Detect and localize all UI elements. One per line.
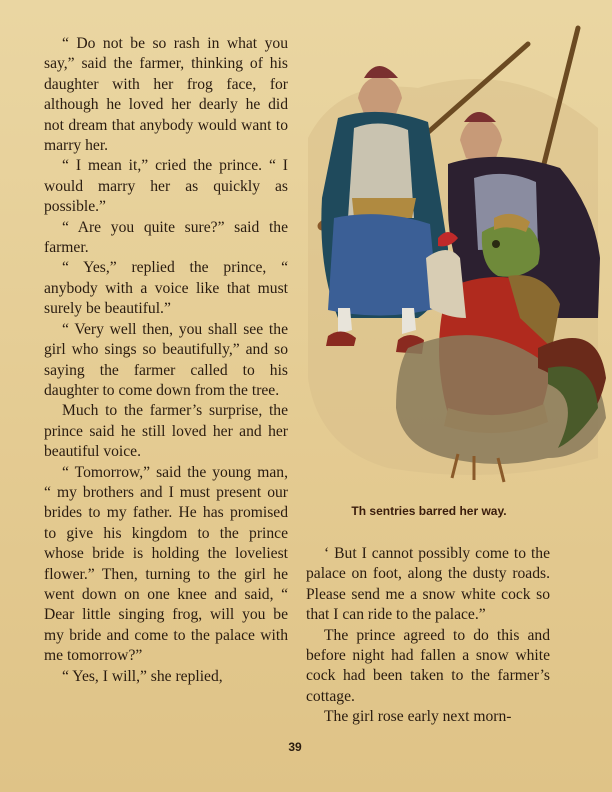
right-text-column [306,544,550,728]
left-text-column [44,34,288,687]
sentries-illustration [298,18,610,486]
paragraph: “ Yes,” replied the prince, “ anybody with a voice like that must surely be beautiful.” [44,259,288,318]
paragraph: “ I mean it,” cried the prince. “ I would marry her as quickly as possible.” [44,157,288,216]
paragraph: “ Tomorrow,” said the young man, “ my brothers and I must present our brides to my father. He has promised to give his kingdom to the prince whose bride is holding the loveliest flower.” Then, turning to the girl he went down on one knee and said, “ Dear little singing frog, will you be my bride and come to the palace with me tomorrow?” [44,463,288,665]
paragraph: “ Are you quite sure?” said the farmer. [44,218,288,257]
paragraph: Much to the farmer’s surprise, the prince said he still loved her and her beautiful voice. [44,402,288,461]
paragraph: The girl rose early next morn- [324,708,512,726]
paragraph: The prince agreed to do this and before night had fallen a snow white cock had been taken to the farmer’s cottage. [306,626,550,705]
paragraph: ‘ But I cannot possibly come to the palace on foot, along the dusty roads. Please send me a snow white cock so that I can ride to the palace.” [306,545,550,624]
illustration-caption: Th sentries barred her way. [351,504,507,518]
page-number: 39 [288,740,302,754]
paragraph: “ Very well then, you shall see the girl who sings so beautifully,” and so saying the farmer called to his daughter to come down from the tree. [44,320,288,399]
paragraph: “ Do not be so rash in what you say,” said the farmer, thinking of his daughter with her frog face, for although he loved her dearly he did not dream that anybody would want to marry her. [44,35,288,155]
paragraph: “ Yes, I will,” she replied, [62,667,223,685]
